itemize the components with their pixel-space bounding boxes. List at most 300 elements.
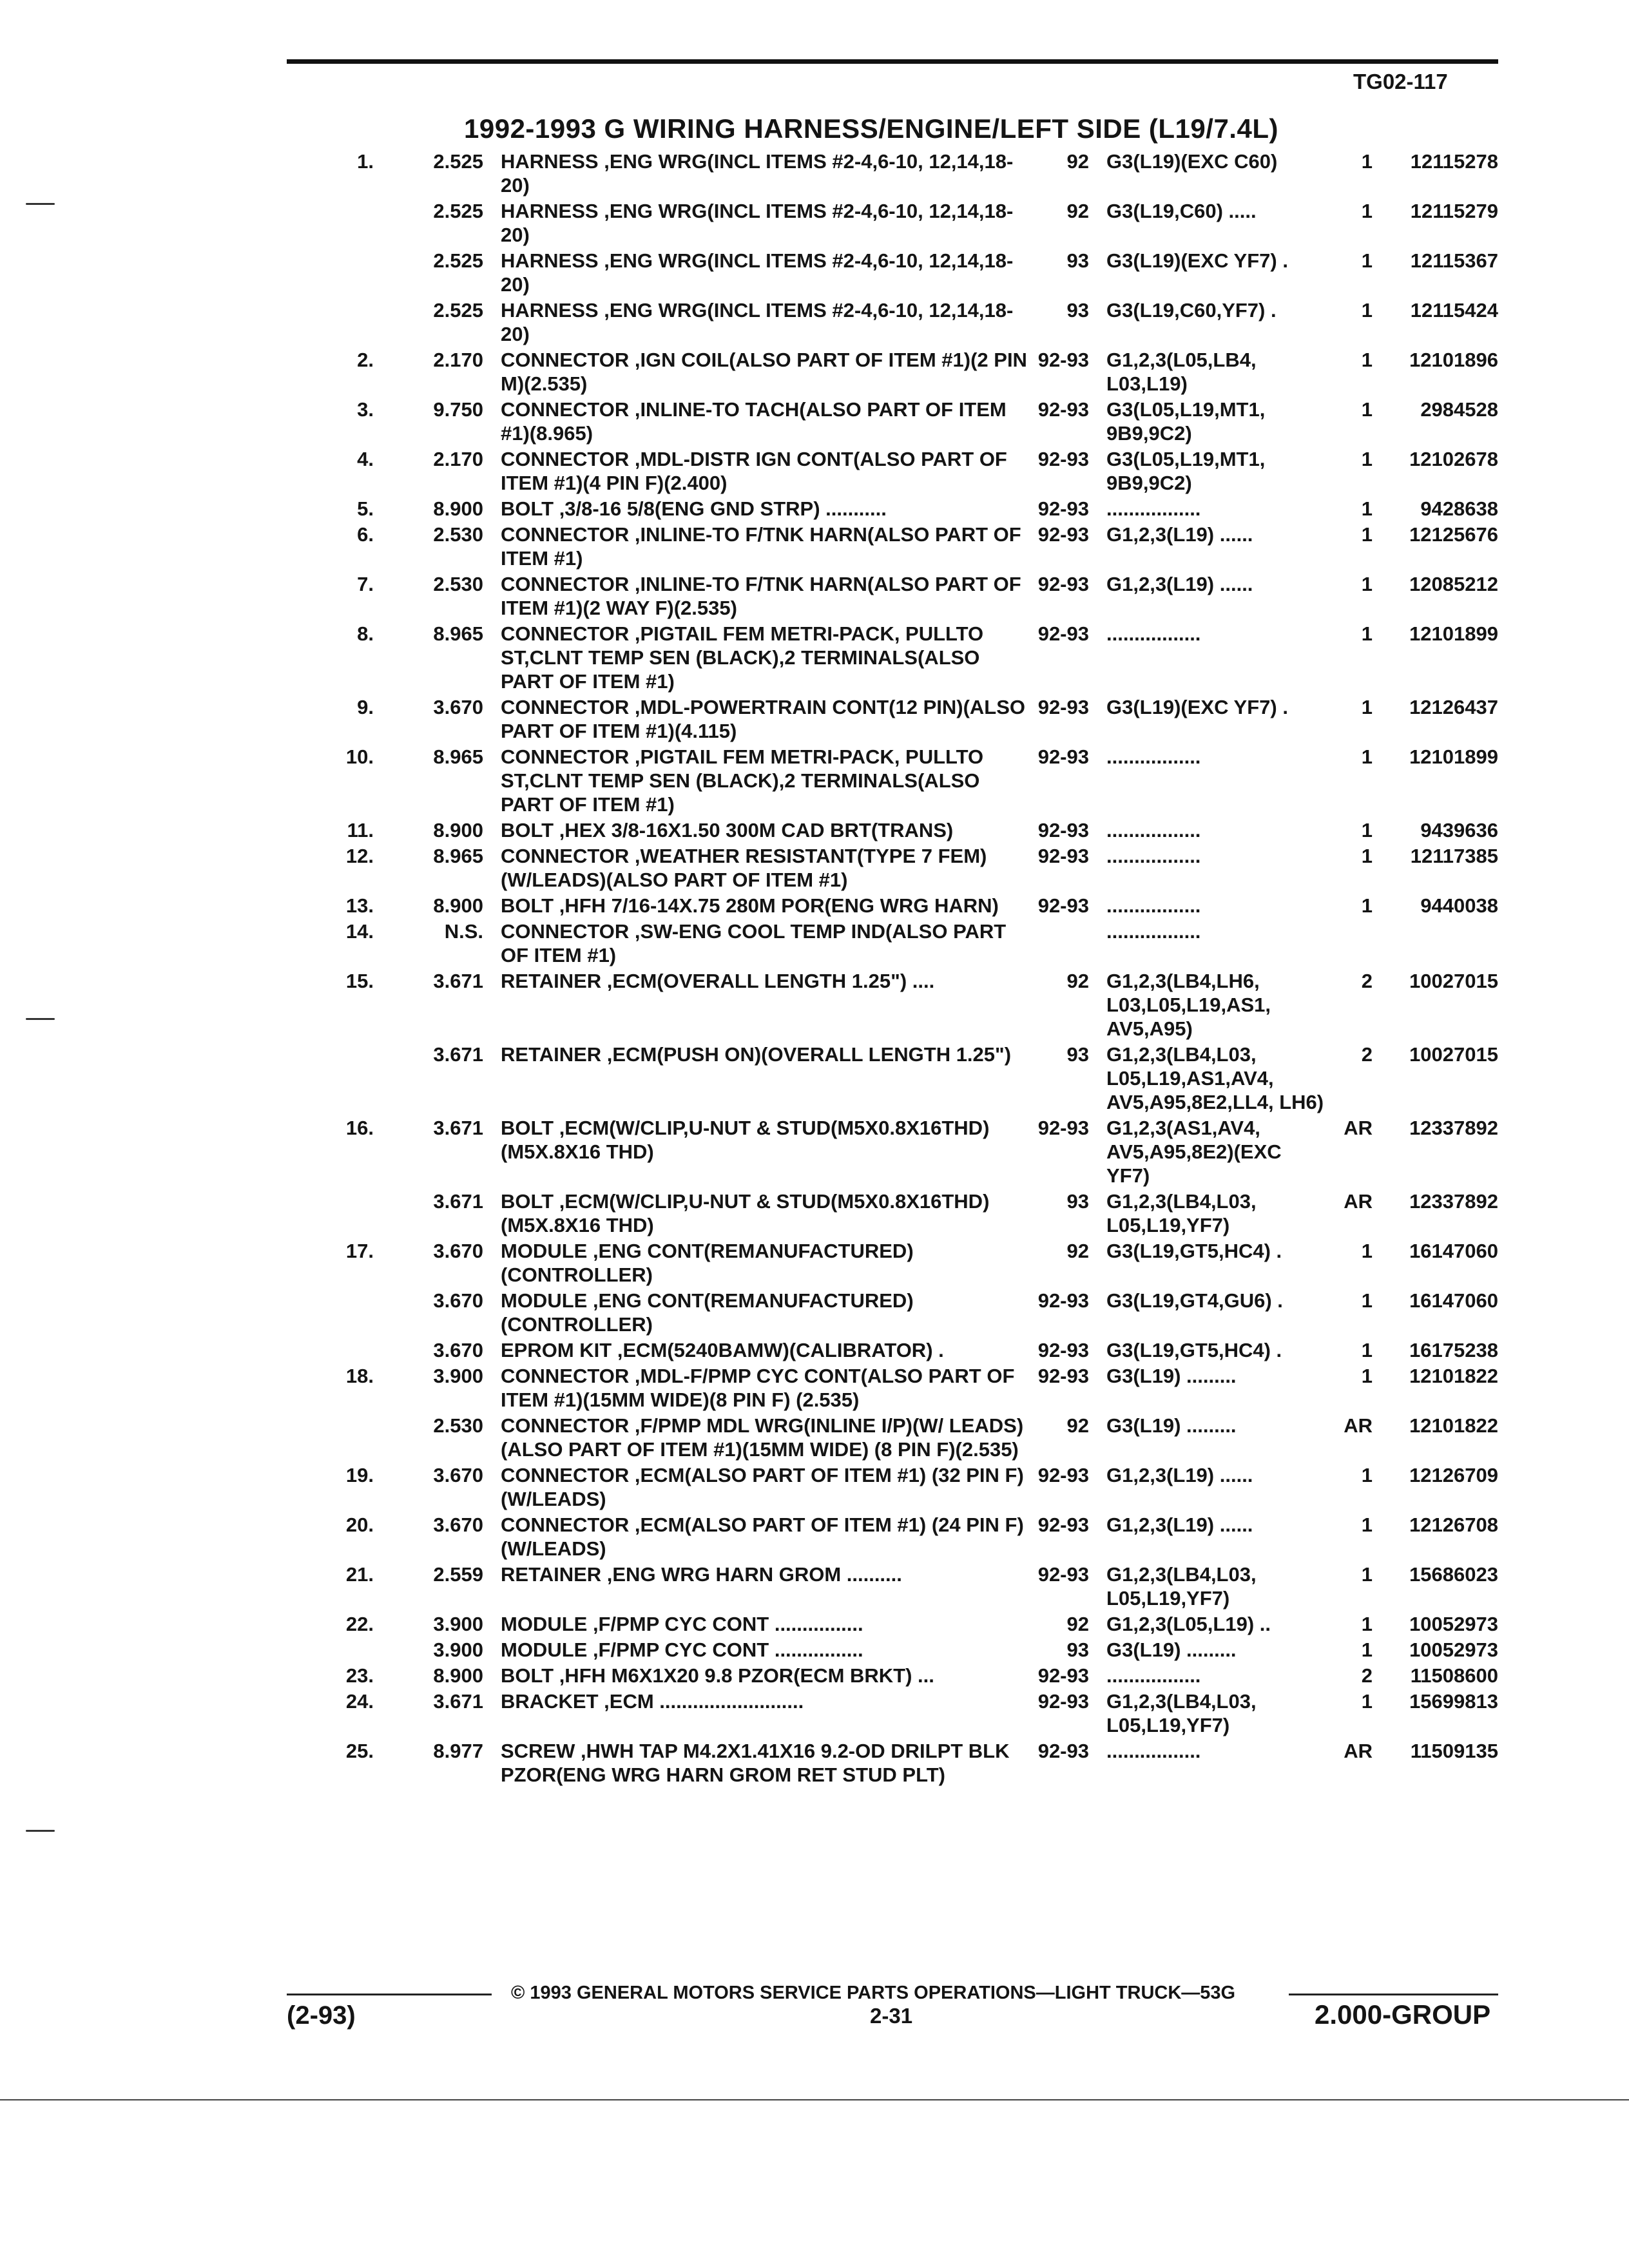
description: [501, 1043, 1029, 1066]
part-name: BOLT: [501, 497, 554, 520]
figure-number: 2.525: [433, 299, 483, 322]
description: [501, 1739, 1029, 1787]
item-number: 15.: [345, 970, 374, 992]
part-row: [0, 1689, 1629, 1737]
part-name: EPROM KIT: [501, 1339, 612, 1361]
quantity: 1: [1361, 819, 1373, 841]
quantity: AR: [1344, 1414, 1373, 1437]
model-year: 93: [1066, 1043, 1089, 1066]
item-number: 9.: [357, 696, 374, 718]
figure-number: 3.900: [433, 1639, 483, 1661]
description-text: ,F/PMP MDL WRG(INLINE I/P)(W/ LEADS)(ALSO PART OF ITEM #1)(15MM WIDE) (8 PIN F)(2.535): [501, 1414, 1024, 1461]
application: G3(L19,C60,YF7) .: [1106, 299, 1277, 322]
part-number: 12126709: [1409, 1464, 1498, 1486]
application: G1,2,3(LB4,L03, L05,L19,YF7): [1106, 1690, 1257, 1736]
description-text: ,3/8-16 5/8(ENG GND STRP) ...........: [554, 497, 887, 520]
figure-number: 8.900: [433, 497, 483, 520]
description: [501, 844, 1029, 892]
part-name: CONNECTOR: [501, 1414, 630, 1437]
model-year: 92-93: [1037, 1117, 1089, 1139]
figure-number: 3.670: [433, 1240, 483, 1262]
description: [501, 1289, 1029, 1336]
quantity: 1: [1361, 845, 1373, 867]
description-text: ,WEATHER RESISTANT(TYPE 7 FEM)(W/LEADS)(ALSO PART OF ITEM #1): [501, 845, 987, 891]
part-row: [0, 497, 1629, 521]
part-number: 12115278: [1410, 150, 1498, 173]
quantity: 1: [1361, 1289, 1373, 1312]
model-year: 92-93: [1037, 894, 1089, 917]
item-number: 8.: [357, 622, 374, 645]
description: [501, 745, 1029, 816]
page-code: TG02-117: [1353, 70, 1448, 93]
description-text: ,ENG WRG(INCL ITEMS #2-4,6-10, 12,14,18-20): [501, 200, 1014, 246]
model-year: 92-93: [1037, 1464, 1089, 1486]
part-number: 10052973: [1409, 1613, 1498, 1635]
part-name: CONNECTOR: [501, 845, 630, 867]
figure-number: 3.671: [433, 1117, 483, 1139]
description-text: ,MDL-DISTR IGN CONT(ALSO PART OF ITEM #1)(4 PIN F)(2.400): [501, 448, 1007, 494]
quantity: 1: [1361, 349, 1373, 371]
quantity: 1: [1361, 1639, 1373, 1661]
description-text: ,IGN COIL(ALSO PART OF ITEM #1)(2 PIN M)(2.535): [501, 349, 1027, 395]
description-text: ,SW-ENG COOL TEMP IND(ALSO PART OF ITEM #1): [501, 920, 1007, 966]
description-text: ,ENG CONT(REMANUFACTURED) (CONTROLLER): [501, 1240, 914, 1286]
part-name: BOLT: [501, 1117, 554, 1139]
description: [501, 398, 1029, 445]
item-number: 25.: [345, 1740, 374, 1762]
part-name: HARNESS: [501, 249, 599, 272]
part-number: 16147060: [1409, 1289, 1498, 1312]
application: G3(L19)(EXC YF7) .: [1106, 249, 1288, 272]
item-number: 7.: [357, 573, 374, 595]
quantity: 1: [1361, 150, 1373, 173]
part-name: CONNECTOR: [501, 622, 630, 645]
figure-number: 8.965: [433, 745, 483, 768]
application: G3(L19) .........: [1106, 1639, 1237, 1661]
group-label: 2.000-GROUP: [1315, 1999, 1491, 2030]
quantity: AR: [1344, 1740, 1373, 1762]
part-name: CONNECTOR: [501, 745, 630, 768]
quantity: 1: [1361, 573, 1373, 595]
part-row: [0, 1043, 1629, 1114]
description: [501, 818, 1029, 842]
part-row: [0, 1116, 1629, 1187]
figure-number: 8.900: [433, 819, 483, 841]
part-name: BOLT: [501, 1190, 554, 1213]
description: [501, 447, 1029, 495]
application: G1,2,3(L19) ......: [1106, 523, 1253, 546]
quantity: 1: [1361, 398, 1373, 421]
quantity: 1: [1361, 299, 1373, 322]
description-text: ,INLINE-TO TACH(ALSO PART OF ITEM #1)(8.965): [501, 398, 1007, 445]
item-number: 20.: [345, 1514, 374, 1536]
item-number: 22.: [345, 1613, 374, 1635]
item-number: 23.: [345, 1664, 374, 1687]
footer-rule-left: [287, 1994, 492, 1995]
figure-number: N.S.: [444, 920, 483, 943]
model-year: 92-93: [1037, 349, 1089, 371]
description: [501, 1513, 1029, 1561]
quantity: 1: [1361, 1240, 1373, 1262]
item-number: 4.: [357, 448, 374, 470]
part-number: 11509135: [1410, 1740, 1498, 1762]
application: .................: [1106, 920, 1201, 943]
quantity: 1: [1361, 894, 1373, 917]
figure-number: 2.525: [433, 200, 483, 222]
part-row: [0, 523, 1629, 570]
application: G1,2,3(LB4,L03, L05,L19,YF7): [1106, 1190, 1257, 1236]
item-number: 24.: [345, 1690, 374, 1713]
description-text: ,ENG WRG(INCL ITEMS #2-4,6-10, 12,14,18-20): [501, 299, 1014, 345]
description-text: ,HWH TAP M4.2X1.41X16 9.2-OD DRILPT BLK PZOR(ENG WRG HARN GROM RET STUD PLT): [501, 1740, 1010, 1786]
application: G1,2,3(LB4,L03, L05,L19,YF7): [1106, 1563, 1257, 1610]
figure-number: 2.530: [433, 523, 483, 546]
quantity: 1: [1361, 1514, 1373, 1536]
item-number: 3.: [357, 398, 374, 421]
punch-mark: [26, 203, 55, 205]
part-row: [0, 1364, 1629, 1412]
part-row: [0, 844, 1629, 892]
application: G3(L19,GT5,HC4) .: [1106, 1339, 1282, 1361]
description-text: ,MDL-F/PMP CYC CONT(ALSO PART OF ITEM #1)(15MM WIDE)(8 PIN F) (2.535): [501, 1365, 1015, 1411]
figure-number: 2.525: [433, 249, 483, 272]
description-text: ,HFH 7/16-14X.75 280M POR(ENG WRG HARN): [554, 894, 999, 917]
application: G3(L19,C60) .....: [1106, 200, 1257, 222]
model-year: 93: [1066, 299, 1089, 322]
part-number: 12125676: [1409, 523, 1498, 546]
description: [501, 1189, 1029, 1237]
part-name: CONNECTOR: [501, 1514, 630, 1536]
part-name: MODULE: [501, 1289, 588, 1312]
figure-number: 3.671: [433, 1190, 483, 1213]
application: G3(L19) .........: [1106, 1414, 1237, 1437]
part-number: 15699813: [1409, 1690, 1498, 1713]
figure-number: 3.900: [433, 1613, 483, 1635]
description: [501, 1562, 1029, 1586]
top-rule: [287, 59, 1498, 64]
figure-number: 8.900: [433, 1664, 483, 1687]
description-text: ,F/PMP CYC CONT ................: [587, 1613, 863, 1635]
model-year: 92-93: [1037, 1690, 1089, 1713]
item-number: 18.: [345, 1365, 374, 1387]
date-code: (2-93): [287, 2001, 356, 2030]
parts-list: [0, 149, 1629, 1789]
part-name: CONNECTOR: [501, 523, 630, 546]
application: G1,2,3(AS1,AV4, AV5,A95,8E2)(EXC YF7): [1106, 1117, 1282, 1187]
quantity: 1: [1361, 1690, 1373, 1713]
part-name: MODULE: [501, 1639, 588, 1661]
application: .................: [1106, 1664, 1201, 1687]
part-name: SCREW: [501, 1740, 575, 1762]
item-number: 5.: [357, 497, 374, 520]
item-number: 19.: [345, 1464, 374, 1486]
item-number: 2.: [357, 349, 374, 371]
figure-number: 3.671: [433, 1690, 483, 1713]
description-text: ,INLINE-TO F/TNK HARN(ALSO PART OF ITEM #1)(2 WAY F)(2.535): [501, 573, 1021, 619]
quantity: 1: [1361, 523, 1373, 546]
part-name: CONNECTOR: [501, 398, 630, 421]
description-text: ,ECM(W/CLIP,U-NUT & STUD(M5X0.8X16THD)(M5X.8X16 THD): [501, 1190, 990, 1236]
model-year: 93: [1066, 1190, 1089, 1213]
part-number: 12115367: [1410, 249, 1498, 272]
application: G3(L19)(EXC YF7) .: [1106, 696, 1288, 718]
part-name: RETAINER: [501, 1563, 602, 1586]
model-year: 92: [1066, 1613, 1089, 1635]
quantity: 1: [1361, 200, 1373, 222]
description-text: ,ECM(OVERALL LENGTH 1.25") ....: [601, 970, 935, 992]
part-row: [0, 348, 1629, 396]
description-text: ,MDL-POWERTRAIN CONT(12 PIN)(ALSO PART OF ITEM #1)(4.115): [501, 696, 1026, 742]
description: [501, 1664, 1029, 1687]
description-text: ,ECM(5240BAMW)(CALIBRATOR) .: [612, 1339, 944, 1361]
application: G3(L19,GT5,HC4) .: [1106, 1240, 1282, 1262]
part-name: CONNECTOR: [501, 573, 630, 595]
description-text: ,ENG WRG(INCL ITEMS #2-4,6-10, 12,14,18-20): [501, 249, 1014, 296]
figure-number: 9.750: [433, 398, 483, 421]
description: [501, 1414, 1029, 1461]
description: [501, 1239, 1029, 1287]
model-year: 92: [1066, 200, 1089, 222]
item-number: 14.: [345, 920, 374, 943]
description: [501, 1638, 1029, 1662]
application: .................: [1106, 845, 1201, 867]
part-number: 16147060: [1409, 1240, 1498, 1262]
quantity: 1: [1361, 1563, 1373, 1586]
item-number: 6.: [357, 523, 374, 546]
description-text: ,HFH M6X1X20 9.8 PZOR(ECM BRKT) ...: [554, 1664, 934, 1687]
model-year: 92-93: [1037, 819, 1089, 841]
figure-number: 8.977: [433, 1740, 483, 1762]
description: [501, 199, 1029, 247]
quantity: 1: [1361, 1464, 1373, 1486]
figure-number: 2.170: [433, 448, 483, 470]
part-row: [0, 1664, 1629, 1687]
part-number: 12101822: [1409, 1414, 1498, 1437]
quantity: AR: [1344, 1117, 1373, 1139]
description: [501, 1689, 1029, 1713]
part-row: [0, 249, 1629, 296]
part-name: BRACKET: [501, 1690, 599, 1713]
figure-number: 2.530: [433, 573, 483, 595]
part-number: 10052973: [1409, 1639, 1498, 1661]
model-year: 92: [1066, 1240, 1089, 1262]
model-year: 92-93: [1037, 845, 1089, 867]
figure-number: 3.671: [433, 1043, 483, 1066]
description-text: ,ECM(PUSH ON)(OVERALL LENGTH 1.25"): [601, 1043, 1012, 1066]
application: .................: [1106, 745, 1201, 768]
copyright-notice: © 1993 GENERAL MOTORS SERVICE PARTS OPERATIONS—LIGHT TRUCK—53G: [511, 1983, 1236, 2003]
description: [501, 298, 1029, 346]
part-row: [0, 1562, 1629, 1610]
quantity: AR: [1344, 1190, 1373, 1213]
part-number: 12101822: [1409, 1365, 1498, 1387]
part-number: 12101896: [1409, 349, 1498, 371]
model-year: 92-93: [1037, 622, 1089, 645]
part-number: 12101899: [1409, 622, 1498, 645]
part-number: 11508600: [1410, 1664, 1498, 1687]
part-number: 12115279: [1410, 200, 1498, 222]
application: .................: [1106, 497, 1201, 520]
part-name: MODULE: [501, 1240, 588, 1262]
part-number: 12126708: [1409, 1514, 1498, 1536]
application: G1,2,3(L19) ......: [1106, 1464, 1253, 1486]
description: [501, 1338, 1029, 1362]
part-name: CONNECTOR: [501, 696, 630, 718]
model-year: 93: [1066, 249, 1089, 272]
description: [501, 1463, 1029, 1511]
part-row: [0, 745, 1629, 816]
part-row: [0, 1414, 1629, 1461]
part-row: [0, 1638, 1629, 1662]
quantity: 2: [1361, 970, 1373, 992]
quantity: 1: [1361, 745, 1373, 768]
description: [501, 497, 1029, 521]
description: [501, 572, 1029, 620]
part-number: 12126437: [1409, 696, 1498, 718]
part-row: [0, 818, 1629, 842]
figure-number: 3.671: [433, 970, 483, 992]
application: .................: [1106, 894, 1201, 917]
description: [501, 348, 1029, 396]
part-name: RETAINER: [501, 1043, 602, 1066]
page-title: 1992-1993 G WIRING HARNESS/ENGINE/LEFT SIDE (L19/7.4L): [464, 113, 1278, 144]
description: [501, 523, 1029, 570]
figure-number: 8.965: [433, 845, 483, 867]
application: .................: [1106, 819, 1201, 841]
part-name: CONNECTOR: [501, 1464, 630, 1486]
quantity: 1: [1361, 696, 1373, 718]
part-row: [0, 1513, 1629, 1561]
description-text: ,ECM(ALSO PART OF ITEM #1) (24 PIN F)(W/LEADS): [501, 1514, 1024, 1560]
application: G3(L19,GT4,GU6) .: [1106, 1289, 1283, 1312]
part-row: [0, 398, 1629, 445]
figure-number: 3.670: [433, 1514, 483, 1536]
model-year: 92: [1066, 970, 1089, 992]
part-number: 12117385: [1410, 845, 1498, 867]
part-number: 16175238: [1409, 1339, 1498, 1361]
description: [501, 695, 1029, 743]
item-number: 11.: [347, 819, 374, 841]
part-number: 10027015: [1409, 1043, 1498, 1066]
description-text: ,ECM ..........................: [598, 1690, 804, 1713]
part-number: 12115424: [1410, 299, 1498, 322]
part-number: 12337892: [1409, 1117, 1498, 1139]
model-year: 92-93: [1037, 523, 1089, 546]
part-number: 12101899: [1409, 745, 1498, 768]
part-number: 12085212: [1409, 573, 1498, 595]
model-year: 92: [1066, 1414, 1089, 1437]
part-name: MODULE: [501, 1613, 588, 1635]
part-row: [0, 199, 1629, 247]
part-name: RETAINER: [501, 970, 602, 992]
part-number: 9440038: [1420, 894, 1498, 917]
quantity: 1: [1361, 1365, 1373, 1387]
figure-number: 2.525: [433, 150, 483, 173]
part-row: [0, 1239, 1629, 1287]
item-number: 16.: [345, 1117, 374, 1139]
part-row: [0, 149, 1629, 197]
item-number: 21.: [345, 1563, 374, 1586]
model-year: 92-93: [1037, 497, 1089, 520]
part-name: CONNECTOR: [501, 448, 630, 470]
part-name: BOLT: [501, 1664, 554, 1687]
description-text: ,F/PMP CYC CONT ................: [587, 1639, 863, 1661]
application: G1,2,3(LB4,LH6, L03,L05,L19,AS1, AV5,A95): [1106, 970, 1271, 1040]
model-year: 92-93: [1037, 1664, 1089, 1687]
figure-number: 3.670: [433, 696, 483, 718]
part-name: CONNECTOR: [501, 920, 630, 943]
application: .................: [1106, 622, 1201, 645]
application: G1,2,3(L19) ......: [1106, 573, 1253, 595]
figure-number: 8.965: [433, 622, 483, 645]
figure-number: 2.530: [433, 1414, 483, 1437]
application: G1,2,3(LB4,L03, L05,L19,AS1,AV4, AV5,A95,8E2,LL4, LH6): [1106, 1043, 1324, 1113]
part-name: HARNESS: [501, 200, 599, 222]
part-row: [0, 894, 1629, 918]
model-year: 92-93: [1037, 1289, 1089, 1312]
item-number: 13.: [345, 894, 374, 917]
quantity: 2: [1361, 1664, 1373, 1687]
application: G1,2,3(L05,LB4, L03,L19): [1106, 349, 1257, 395]
model-year: 92-93: [1037, 573, 1089, 595]
application: .................: [1106, 1740, 1201, 1762]
model-year: 92-93: [1037, 1740, 1089, 1762]
part-name: BOLT: [501, 894, 554, 917]
bottom-rule: [0, 2099, 1629, 2100]
description-text: ,HEX 3/8-16X1.50 300M CAD BRT(TRANS): [554, 819, 954, 841]
part-row: [0, 919, 1629, 967]
quantity: 2: [1361, 1043, 1373, 1066]
figure-number: 8.900: [433, 894, 483, 917]
description: [501, 969, 1029, 993]
description: [501, 1364, 1029, 1412]
part-row: [0, 969, 1629, 1041]
footer-rule-right: [1289, 1994, 1498, 1995]
part-number: 12102678: [1409, 448, 1498, 470]
model-year: 92-93: [1037, 1563, 1089, 1586]
part-row: [0, 1612, 1629, 1636]
figure-number: 2.170: [433, 349, 483, 371]
application: G3(L19)(EXC C60): [1106, 150, 1278, 173]
quantity: 1: [1361, 448, 1373, 470]
item-number: 12.: [345, 845, 374, 867]
description: [501, 622, 1029, 693]
part-row: [0, 695, 1629, 743]
part-row: [0, 447, 1629, 495]
part-row: [0, 572, 1629, 620]
description-text: ,ENG WRG(INCL ITEMS #2-4,6-10, 12,14,18-20): [501, 150, 1014, 197]
part-name: BOLT: [501, 819, 554, 841]
part-name: HARNESS: [501, 150, 599, 173]
part-row: [0, 622, 1629, 693]
description-text: ,INLINE-TO F/TNK HARN(ALSO PART OF ITEM #1): [501, 523, 1021, 570]
quantity: 1: [1361, 249, 1373, 272]
model-year: 92-93: [1037, 745, 1089, 768]
part-number: 2984528: [1420, 398, 1498, 421]
part-number: 10027015: [1409, 970, 1498, 992]
part-number: 9428638: [1420, 497, 1498, 520]
part-name: HARNESS: [501, 299, 599, 322]
model-year: 92-93: [1037, 398, 1089, 421]
model-year: 92-93: [1037, 1514, 1089, 1536]
item-number: 1.: [357, 150, 374, 173]
model-year: 92: [1066, 150, 1089, 173]
part-row: [0, 1189, 1629, 1237]
description-text: ,ECM(ALSO PART OF ITEM #1) (32 PIN F)(W/LEADS): [501, 1464, 1024, 1510]
quantity: 1: [1361, 622, 1373, 645]
model-year: 93: [1066, 1639, 1089, 1661]
quantity: 1: [1361, 1613, 1373, 1635]
